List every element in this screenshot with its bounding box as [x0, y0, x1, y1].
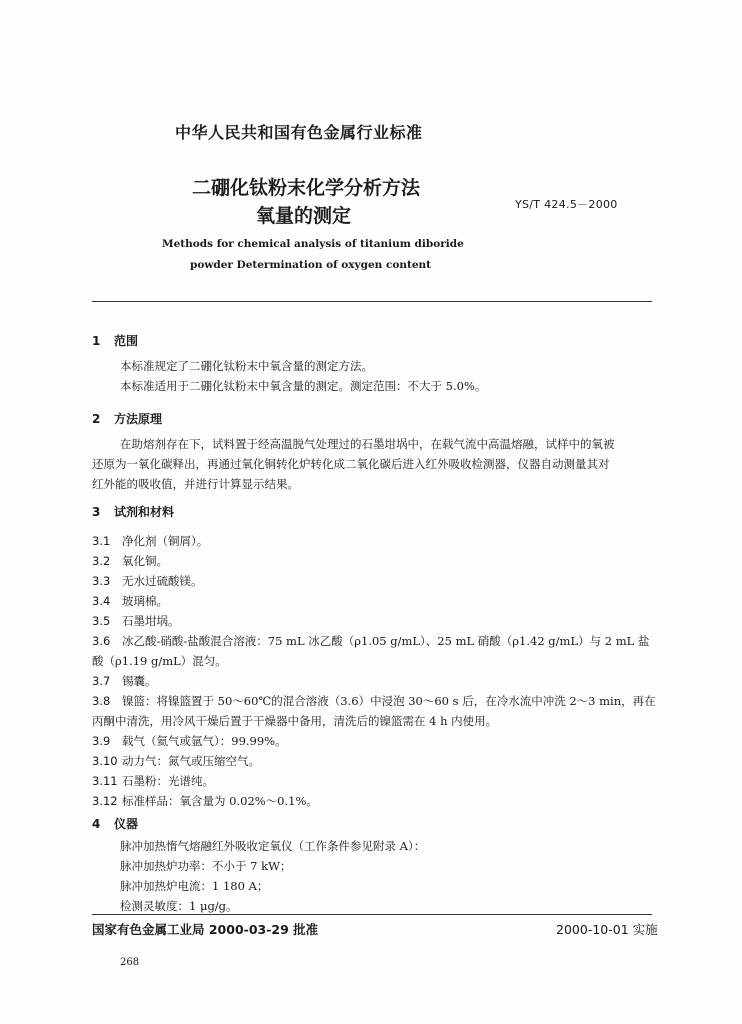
- item-text: 载气（氦气或氩气）：99.99%。: [122, 734, 287, 748]
- paragraph-line: 在助熔剂存在下，试料置于经高温脱气处理过的石墨坩埚中，在载气流中高温熔融，试样中的氧被: [120, 437, 615, 451]
- list-item: [92, 553, 168, 569]
- page-number: 268: [120, 957, 140, 968]
- section-number: 4: [92, 817, 101, 831]
- paragraph-line: 脉冲加热惰气熔融红外吸收定氧仪（工作条件参见附录 A）：: [120, 839, 426, 853]
- item-number: 3.1: [92, 534, 111, 548]
- section-3-heading: [92, 503, 174, 520]
- document-title-line2: 氧量的测定: [256, 205, 352, 227]
- list-item: [92, 793, 318, 809]
- item-number: 3.2: [92, 554, 111, 568]
- item-number: 3.9: [92, 734, 111, 748]
- english-title-line1: Methods for chemical analysis of titanium diboride: [162, 238, 464, 250]
- item-text: 无水过硫酸镁。: [122, 574, 203, 588]
- item-number: 3.11: [92, 774, 118, 788]
- item-text: 玻璃棉。: [122, 594, 168, 608]
- header-rule: [92, 301, 652, 302]
- section-1-heading: [92, 332, 138, 349]
- item-number: 3.6: [92, 634, 111, 648]
- item-number: 3.4: [92, 594, 111, 608]
- item-text: 石墨坩埚。: [122, 614, 180, 628]
- list-item: [92, 773, 214, 789]
- item-text: 镍篮：将镍篮置于 50～60℃的混合溶液（3.6）中浸泡 30～60 s 后，在冷水流中冲洗 2～3 min，再在: [122, 694, 656, 708]
- item-number: 3.10: [92, 754, 118, 768]
- section-2-heading: [92, 410, 162, 427]
- item-number: 3.3: [92, 574, 111, 588]
- list-item: [92, 633, 649, 649]
- list-item: [92, 613, 180, 629]
- list-item: [92, 753, 260, 769]
- list-item: [92, 693, 656, 709]
- issuing-organization: 中华人民共和国有色金属行业标准: [175, 123, 423, 142]
- footer-rule: [92, 914, 652, 915]
- paragraph-line: 本标准规定了二硼化钛粉末中氧含量的测定方法。: [120, 359, 373, 373]
- item-text: 冰乙酸-硝酸-盐酸混合溶液：75 mL 冰乙酸（ρ1.05 g/mL）、25 mL 硝酸（ρ1.42 g/mL）与 2 mL 盐: [122, 634, 650, 648]
- item-text: 锡囊。: [122, 674, 157, 688]
- section-title: 范围: [114, 334, 139, 348]
- item-number: 3.8: [92, 694, 111, 708]
- item-text: 氧化铜。: [122, 554, 168, 568]
- paragraph-line: 脉冲加热炉功率：不小于 7 kW；: [120, 859, 292, 873]
- section-title: 试剂和材料: [114, 505, 175, 519]
- section-number: 3: [92, 505, 101, 519]
- list-item: [92, 533, 208, 549]
- paragraph-line: 检测灵敏度：1 μg/g。: [120, 899, 238, 913]
- list-item: [92, 673, 157, 689]
- section-number: 2: [92, 412, 101, 426]
- item-number: 3.12: [92, 794, 118, 808]
- section-4-body: [120, 836, 425, 916]
- list-item: [92, 593, 168, 609]
- paragraph-line: 脉冲加热炉电流：1 180 A；: [120, 879, 269, 893]
- item-text: 动力气：氮气或压缩空气。: [122, 754, 260, 768]
- section-2-body: [92, 434, 662, 494]
- section-title: 方法原理: [114, 412, 163, 426]
- list-item: [92, 733, 287, 749]
- paragraph-line: 本标准适用于二硼化钛粉末中氧含量的测定。测定范围：不大于 5.0%。: [120, 379, 487, 393]
- document-title-line1: 二硼化钛粉末化学分析方法: [192, 177, 421, 199]
- standard-number: YS/T 424.5－2000: [515, 198, 618, 211]
- item-number: 3.5: [92, 614, 111, 628]
- item-text: 标准样品：氧含量为 0.02%～0.1%。: [122, 794, 318, 808]
- item-number: 3.7: [92, 674, 111, 688]
- effective-date: 2000-10-01 实施: [556, 922, 658, 937]
- english-title-line2: powder Determination of oxygen content: [190, 259, 432, 271]
- section-number: 1: [92, 334, 101, 348]
- item-continuation: 丙酮中清洗，用冷风干燥后置于干燥器中备用，清洗后的镍篮需在 4 h 内使用。: [92, 714, 498, 728]
- paragraph-line: 还原为一氧化碳释出，再通过氧化铜转化炉转化成二氧化碳后进入红外吸收检测器，仪器自动测量其对: [92, 457, 610, 471]
- item-text: 净化剂（铜屑）。: [122, 534, 209, 548]
- list-item: [92, 573, 203, 589]
- item-text: 石墨粉：光谱纯。: [122, 774, 214, 788]
- approval-date: 国家有色金属工业局 2000-03-29 批准: [92, 922, 319, 937]
- section-title: 仪器: [114, 817, 139, 831]
- paragraph-line: 红外能的吸收值，并进行计算显示结果。: [92, 477, 299, 491]
- section-4-heading: [92, 815, 138, 832]
- section-1-body: [120, 356, 486, 396]
- item-continuation: 酸（ρ1.19 g/mL）混匀。: [92, 654, 227, 668]
